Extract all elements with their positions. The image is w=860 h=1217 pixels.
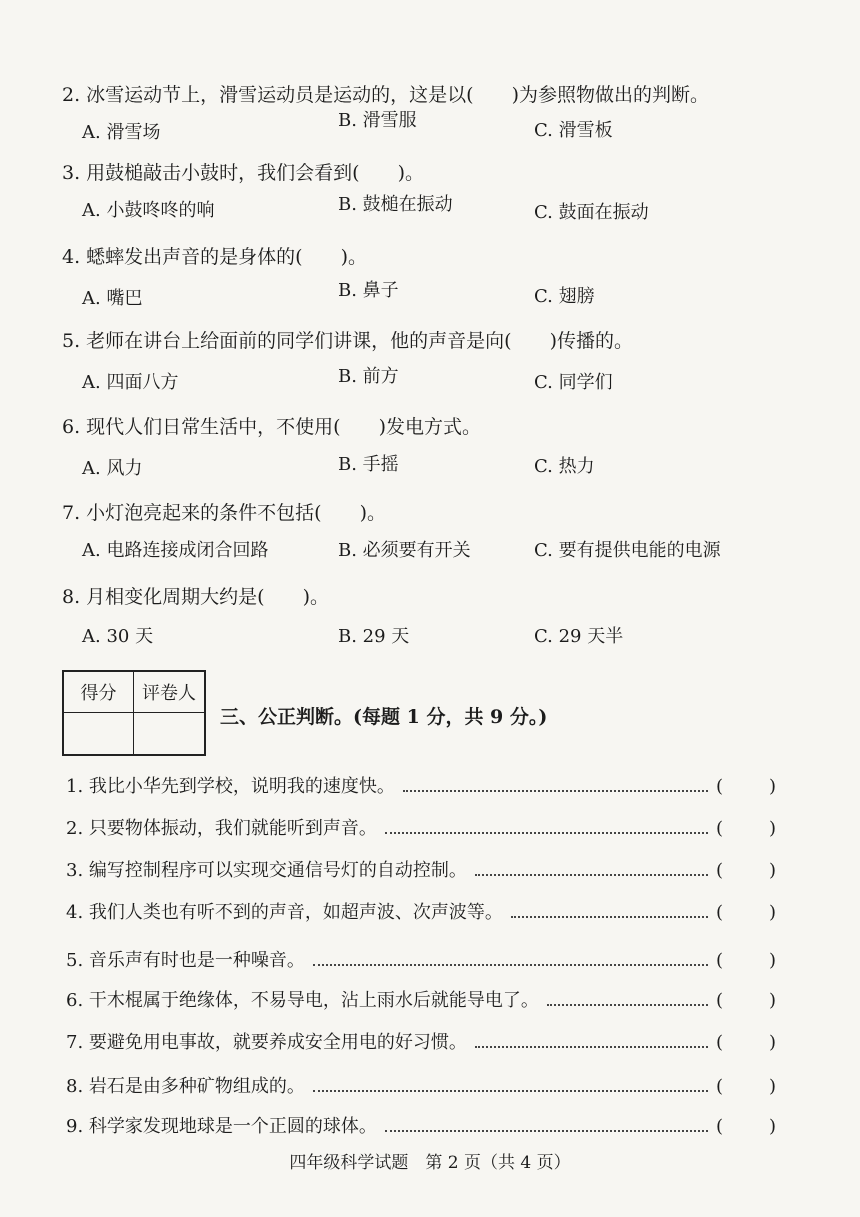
dot-leader — [385, 831, 708, 834]
answer-blank[interactable]: ( ) — [716, 1076, 776, 1097]
judgment-text: 8. 岩石是由多种矿物组成的。 — [66, 1076, 305, 1097]
judgment-item — [66, 946, 776, 972]
answer-blank[interactable]: ( ) — [716, 990, 776, 1011]
option-c: C. 滑雪板 — [534, 120, 613, 141]
judgment-text: 5. 音乐声有时也是一种噪音。 — [66, 950, 305, 971]
option-c: C. 鼓面在振动 — [534, 202, 649, 223]
judgment-item — [66, 856, 776, 882]
question-stem: 3. 用鼓槌敲击小鼓时，我们会看到( )。 — [62, 162, 424, 184]
grader-cell — [134, 713, 204, 754]
judgment-item — [66, 1072, 776, 1098]
judgment-text: 1. 我比小华先到学校，说明我的速度快。 — [66, 776, 395, 797]
option-c: C. 热力 — [534, 456, 595, 477]
dot-leader — [475, 1045, 708, 1048]
option-a: A. 滑雪场 — [82, 122, 161, 143]
option-c: C. 同学们 — [534, 372, 613, 393]
dot-leader — [511, 915, 708, 918]
answer-blank[interactable]: ( ) — [716, 776, 776, 797]
answer-blank[interactable]: ( ) — [716, 950, 776, 971]
option-b: B. 手摇 — [338, 454, 399, 475]
option-a: A. 四面八方 — [82, 372, 179, 393]
question-stem: 2. 冰雪运动节上，滑雪运动员是运动的，这是以( )为参照物做出的判断。 — [62, 84, 709, 106]
question-stem: 8. 月相变化周期大约是( )。 — [62, 586, 329, 608]
option-c: C. 翅膀 — [534, 286, 595, 307]
judgment-item — [66, 814, 776, 840]
option-c: C. 要有提供电能的电源 — [534, 540, 721, 561]
judgment-item — [66, 898, 776, 924]
dot-leader — [547, 1003, 708, 1006]
option-a: A. 30 天 — [82, 626, 154, 647]
question-stem: 7. 小灯泡亮起来的条件不包括( )。 — [62, 502, 386, 524]
option-a: A. 嘴巴 — [82, 288, 143, 309]
score-label: 得分 — [64, 672, 134, 713]
judgment-text: 6. 干木棍属于绝缘体，不易导电，沾上雨水后就能导电了。 — [66, 990, 539, 1011]
page-footer: 四年级科学试题 第 2 页（共 4 页） — [289, 1153, 571, 1173]
dot-leader — [475, 873, 708, 876]
question-stem: 6. 现代人们日常生活中，不使用( )发电方式。 — [62, 416, 481, 438]
judgment-text: 9. 科学家发现地球是一个正圆的球体。 — [66, 1116, 377, 1137]
option-b: B. 鼓槌在振动 — [338, 194, 453, 215]
answer-blank[interactable]: ( ) — [716, 818, 776, 839]
score-cell — [64, 713, 134, 754]
option-b: B. 滑雪服 — [338, 110, 417, 131]
grader-label: 评卷人 — [134, 672, 204, 713]
dot-leader — [313, 1089, 708, 1092]
dot-leader — [385, 1129, 708, 1132]
judgment-item — [66, 1112, 776, 1138]
judgment-item — [66, 986, 776, 1012]
option-c: C. 29 天半 — [534, 626, 624, 647]
judgment-item — [66, 1028, 776, 1054]
option-b: B. 必须要有开关 — [338, 540, 471, 561]
answer-blank[interactable]: ( ) — [716, 1032, 776, 1053]
judgment-item — [66, 772, 776, 798]
judgment-text: 4. 我们人类也有听不到的声音，如超声波、次声波等。 — [66, 902, 503, 923]
dot-leader — [313, 963, 708, 966]
section-title: 三、公正判断。(每题 1 分，共 9 分。) — [220, 706, 548, 728]
option-b: B. 鼻子 — [338, 280, 399, 301]
score-table — [62, 670, 206, 756]
option-a: A. 小鼓咚咚的响 — [82, 200, 215, 221]
answer-blank[interactable]: ( ) — [716, 902, 776, 923]
option-b: B. 29 天 — [338, 626, 410, 647]
answer-blank[interactable]: ( ) — [716, 860, 776, 881]
option-a: A. 电路连接成闭合回路 — [82, 540, 269, 561]
dot-leader — [403, 789, 708, 792]
judgment-text: 3. 编写控制程序可以实现交通信号灯的自动控制。 — [66, 860, 467, 881]
option-a: A. 风力 — [82, 458, 143, 479]
answer-blank[interactable]: ( ) — [716, 1116, 776, 1137]
question-stem: 4. 蟋蟀发出声音的是身体的( )。 — [62, 246, 367, 268]
judgment-text: 2. 只要物体振动，我们就能听到声音。 — [66, 818, 377, 839]
option-b: B. 前方 — [338, 366, 399, 387]
question-stem: 5. 老师在讲台上给面前的同学们讲课，他的声音是向( )传播的。 — [62, 330, 633, 352]
judgment-text: 7. 要避免用电事故，就要养成安全用电的好习惯。 — [66, 1032, 467, 1053]
